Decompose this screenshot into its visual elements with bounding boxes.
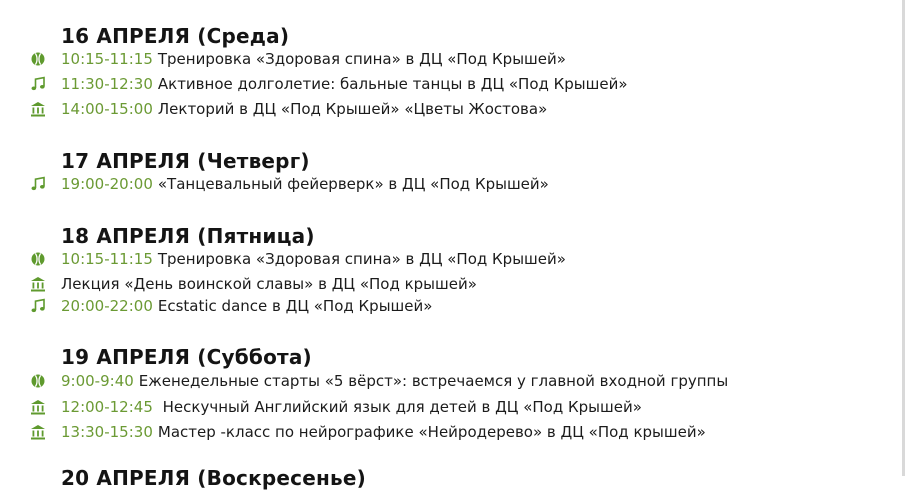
music-note-icon xyxy=(30,298,46,314)
event-row xyxy=(0,174,880,194)
event-row xyxy=(0,49,880,69)
day-heading: 16 АПРЕЛЯ (Среда) xyxy=(61,24,290,48)
event-time: 13:30-15:30 xyxy=(61,423,153,441)
event-text xyxy=(61,296,432,316)
event-text xyxy=(61,174,549,194)
tennis-ball-icon xyxy=(30,251,46,267)
event-text xyxy=(61,397,642,417)
music-note-icon xyxy=(30,176,46,192)
event-description: Тренировка «Здоровая спина» в ДЦ «Под Крышей» xyxy=(157,250,566,268)
event-row xyxy=(0,422,880,442)
event-row xyxy=(0,296,880,316)
event-description: Тренировка «Здоровая спина» в ДЦ «Под Крышей» xyxy=(157,50,566,68)
event-text xyxy=(61,249,566,269)
event-description: Лекторий в ДЦ «Под Крышей» «Цветы Жостова» xyxy=(157,100,548,118)
event-description: Мастер -класс по нейрографике «Нейродерево» в ДЦ «Под крышей» xyxy=(157,423,706,441)
event-time: 19:00-20:00 xyxy=(61,175,153,193)
event-time: 20:00-22:00 xyxy=(61,297,153,315)
event-row xyxy=(0,371,880,391)
tennis-ball-icon xyxy=(30,373,46,389)
museum-icon xyxy=(30,399,46,415)
day-heading: 17 АПРЕЛЯ (Четверг) xyxy=(61,149,310,173)
event-description: Ecstatic dance в ДЦ «Под Крышей» xyxy=(157,297,433,315)
event-row xyxy=(0,249,880,269)
event-time: 11:30-12:30 xyxy=(61,75,153,93)
event-row xyxy=(0,274,880,294)
event-description: «Танцевальный фейерверк» в ДЦ «Под Крышей» xyxy=(157,175,549,193)
museum-icon xyxy=(30,424,46,440)
event-text xyxy=(61,74,628,94)
event-time: 14:00-15:00 xyxy=(61,100,153,118)
event-text xyxy=(61,422,706,442)
music-note-icon xyxy=(30,76,46,92)
event-text xyxy=(61,99,547,119)
event-row xyxy=(0,397,880,417)
event-row xyxy=(0,74,880,94)
event-time: 9:00-9:40 xyxy=(61,372,134,390)
tennis-ball-icon xyxy=(30,51,46,67)
event-description: Еженедельные старты «5 вёрст»: встречаемся у главной входной группы xyxy=(138,372,729,390)
event-description: Лекция «День воинской славы» в ДЦ «Под крышей» xyxy=(61,275,477,293)
day-heading: 18 АПРЕЛЯ (Пятница) xyxy=(61,224,315,248)
event-row xyxy=(0,99,880,119)
event-text xyxy=(61,274,477,294)
event-time: 10:15-11:15 xyxy=(61,250,153,268)
event-time: 12:00-12:45 xyxy=(61,398,153,416)
event-text xyxy=(61,49,566,69)
event-description: Активное долголетие: бальные танцы в ДЦ «Под Крышей» xyxy=(157,75,628,93)
event-text xyxy=(61,371,728,391)
event-description: Нескучный Английский язык для детей в ДЦ «Под Крышей» xyxy=(157,398,642,416)
day-heading: 19 АПРЕЛЯ (Суббота) xyxy=(61,345,312,369)
event-time: 10:15-11:15 xyxy=(61,50,153,68)
museum-icon xyxy=(30,276,46,292)
day-heading: 20 АПРЕЛЯ (Воскресенье) xyxy=(61,466,366,490)
museum-icon xyxy=(30,101,46,117)
